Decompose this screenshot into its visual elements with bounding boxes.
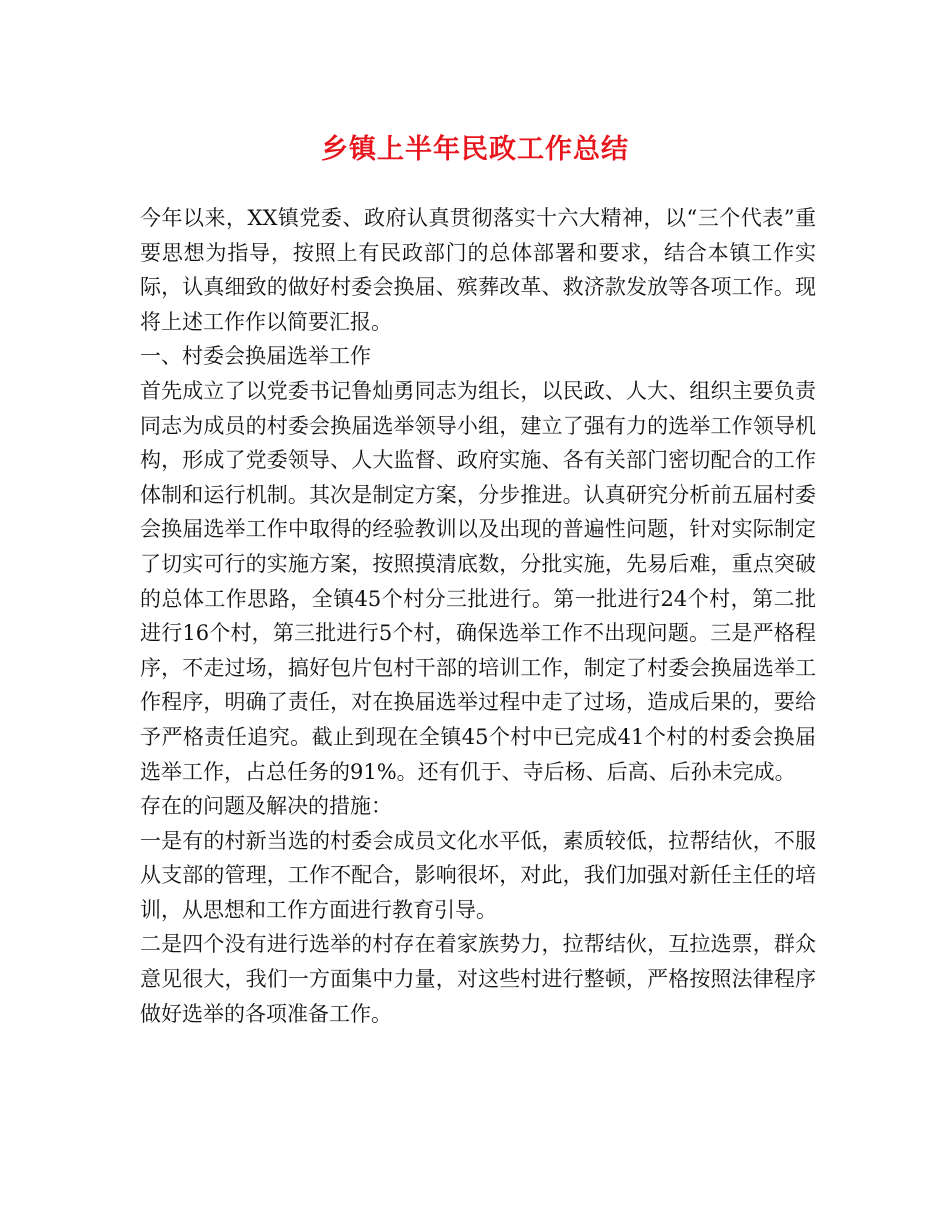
- paragraph-intro: 今年以来，XX镇党委、政府认真贯彻落实十六大精神，以“三个代表”重要思想为指导，按照上有民政部门的总体部署和要求，结合本镇工作实际，认真细致的做好村委会换届、殡葬改革、救济款发放等各项工作。现将上述工作作以简要汇报。: [140, 206, 816, 334]
- document-title: 乡镇上半年民政工作总结: [321, 134, 629, 165]
- paragraph-election-work: 首先成立了以党委书记鲁灿勇同志为组长，以民政、人大、组织主要负责同志为成员的村委会换届选举领导小组，建立了强有力的选举工作领导机构，形成了党委领导、人大监督、政府实施、各有关部门密切配合的工作体制和运行机制。其次是制定方案，分步推进。认真研究分析前五届村委会换届选举工作中取得的经验教训以及出现的普遍性问题，针对实际制定了切实可行的实施方案，按照摸清底数，分批实施，先易后难，重点突破的总体工作思路，全镇45个村分三批进行。第一批进行24个村，第二批进行16个村，第三批进行5个村，确保选举工作不出现问题。三是严格程序，不走过场，搞好包片包村干部的培训工作，制定了村委会换届选举工作程序，明确了责任，对在换届选举过程中走了过场，造成后果的，要给予严格责任追究。截止到现在全镇45个村中已完成41个村的村委会换届选举工作，占总任务的91%。还有仉于、寺后杨、后高、后孙未完成。: [140, 378, 816, 784]
- paragraph-problem-one: 一是有的村新当选的村委会成员文化水平低，素质较低，拉帮结伙，不服从支部的管理，工作不配合，影响很坏，对此，我们加强对新任主任的培训，从思想和工作方面进行教育引导。: [140, 828, 816, 922]
- paragraph-problem-two: 二是四个没有进行选举的村存在着家族势力，拉帮结伙，互拉选票，群众意见很大，我们一方面集中力量，对这些村进行整顿，严格按照法律程序做好选举的各项准备工作。: [140, 932, 816, 1026]
- section-heading-election: 一、村委会换届选举工作: [140, 344, 371, 369]
- document-body: [140, 201, 816, 1031]
- section-heading-problems: 存在的问题及解决的措施：: [140, 794, 392, 819]
